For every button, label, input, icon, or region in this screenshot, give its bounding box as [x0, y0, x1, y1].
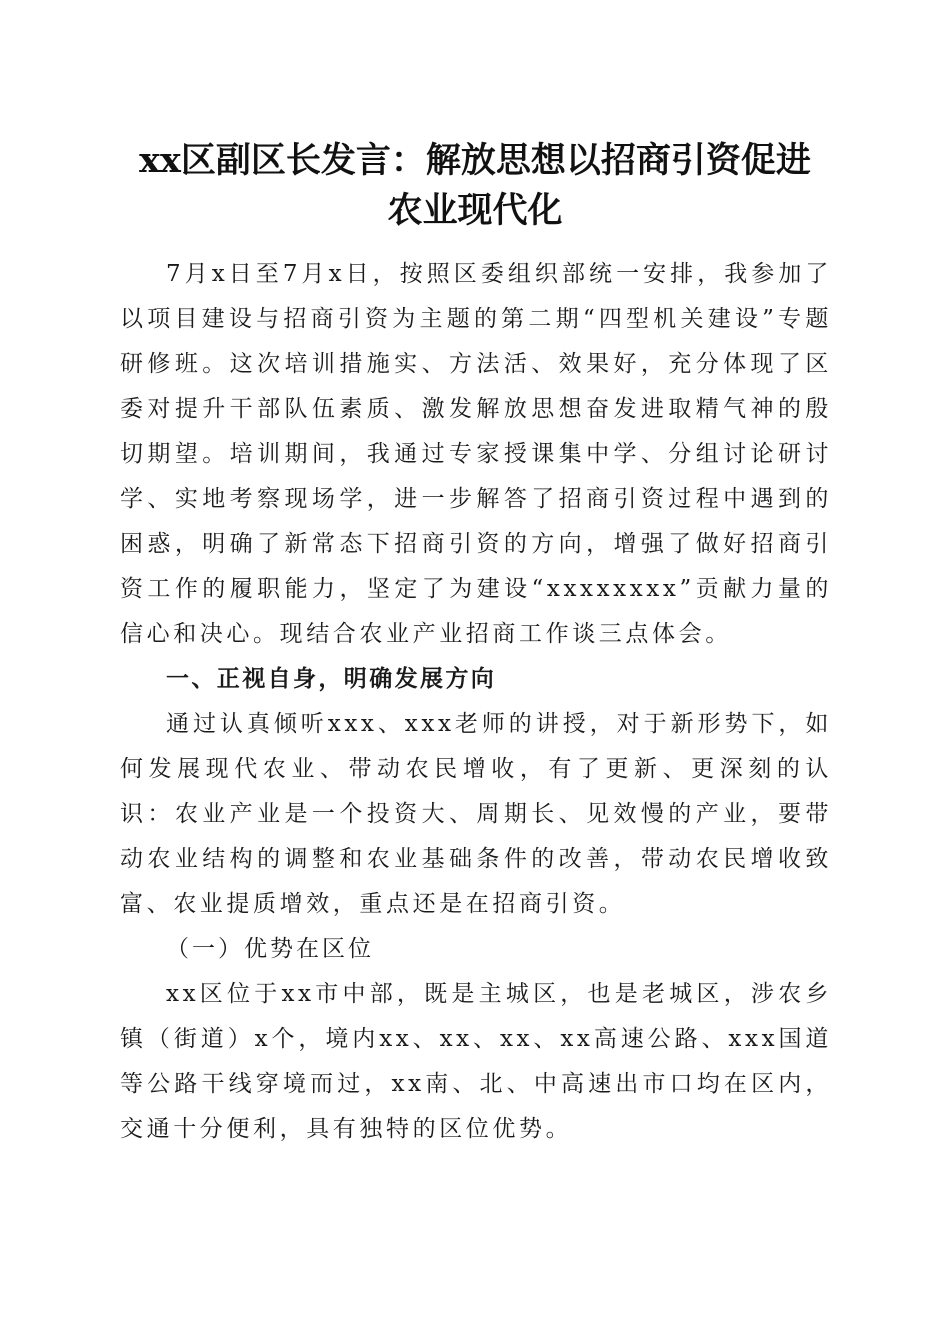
document-body	[120, 252, 832, 1152]
section-heading-1: 一、正视自身，明确发展方向	[166, 666, 497, 692]
intro-paragraph: 7月x日至7月x日，按照区委组织部统一安排，我参加了以项目建设与招商引资为主题的第二期“四型机关建设”专题研修班。这次培训措施实、方法活、效果好，充分体现了区委对提升干部队伍素质、激发解放思想奋发进取精气神的殷切期望。培训期间，我通过专家授课集中学、分组讨论研讨学、实地考察现场学，进一步解答了招商引资过程中遇到的困惑，明确了新常态下招商引资的方向，增强了做好招商引资工作的履职能力，坚定了为建设“xxxxxxxx”贡献力量的信心和决心。现结合农业产业招商工作谈三点体会。	[120, 261, 832, 647]
title-line-2: 农业现代化	[387, 190, 563, 231]
document-title	[120, 136, 830, 236]
section-1-paragraph: 通过认真倾听xxx、xxx老师的讲授，对于新形势下，如何发展现代农业、带动农民增收，有了更新、更深刻的认识：农业产业是一个投资大、周期长、见效慢的产业，要带动农业结构的调整和农业基础条件的改善，带动农民增收致富、农业提质增效，重点还是在招商引资。	[120, 711, 832, 917]
title-line-1: xx区副区长发言：解放思想以招商引资促进	[139, 140, 811, 181]
subsection-1-paragraph: xx区位于xx市中部，既是主城区，也是老城区，涉农乡镇（街道）x个，境内xx、xx、xx、xx高速公路、xxx国道等公路干线穿境而过，xx南、北、中高速出市口均在区内，交通十分便利，具有独特的区位优势。	[120, 981, 832, 1142]
subsection-heading-1: （一）优势在区位	[166, 936, 374, 962]
